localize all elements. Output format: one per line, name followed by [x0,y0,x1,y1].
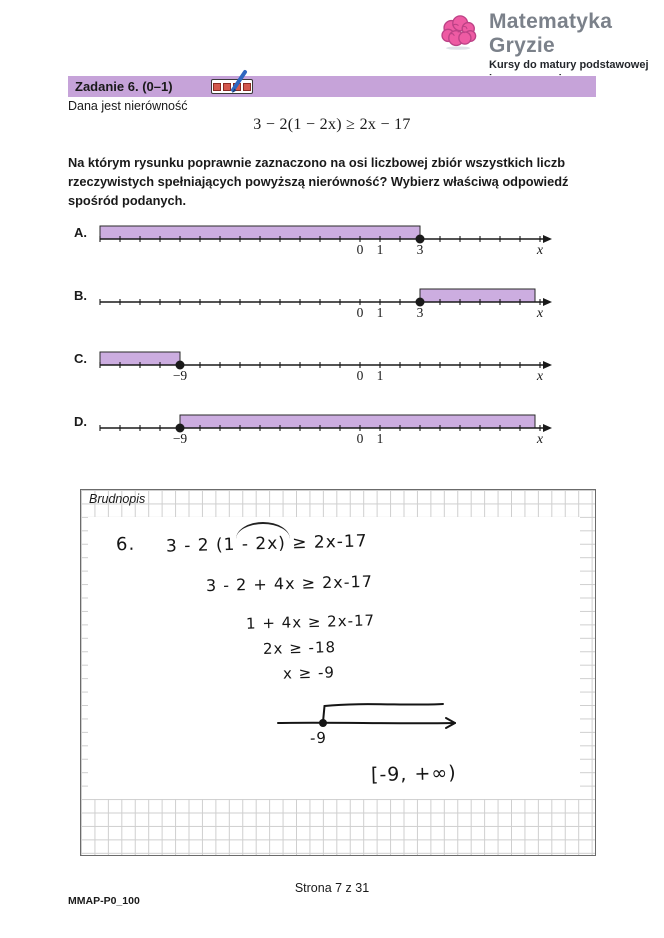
number-line-figure [95,411,565,451]
task-header-banner [68,76,596,97]
tick-label: 1 [376,242,384,257]
option-letter: D. [74,414,87,429]
option-letter: B. [74,288,87,303]
number-line-figure [95,285,565,325]
tick-label: 0 [356,305,364,320]
exam-sheet-code: MMAP-P0_100 [68,895,140,907]
axis-label: x [536,432,544,447]
tick-label: −9 [172,431,188,446]
brand-title: Matematyka Gryzie [489,10,613,57]
axis-label: x [536,243,544,258]
answer-option-row [68,285,565,325]
brand-logo [438,10,664,86]
hw-working-line: 3 - 2 (1 - 2x) ≥ 2x-17 [165,531,368,557]
pen-icon [228,68,250,94]
number-line-figure [95,348,565,388]
hw-number-line-sketch [273,685,483,748]
task-title: Zadanie 6. (0–1) [75,79,173,94]
option-letter: A. [74,225,87,240]
tick-label: 1 [376,368,384,383]
axis-label: x [536,369,544,384]
hw-point-label: -9 [309,728,328,748]
hw-working-line: 2x ≥ -18 [262,638,337,658]
inequality-formula: 3 − 2(1 − 2x) ≥ 2x − 17 [253,116,411,133]
tick-label: 1 [376,431,384,446]
tick-label: 1 [376,305,384,320]
hw-working-line: 3 - 2 + 4x ≥ 2x-17 [205,571,374,596]
tick-label: 0 [356,431,364,446]
question-text: Na którym rysunku poprawnie zaznaczono na osi liczbowej zbiór wszystkich liczb rzeczywistych spełniających powyższą nierówność? Wybierz właściwą odpowiedź spośród podanych. [68,155,569,208]
tick-label: 3 [416,305,424,320]
brand-subtitle-line1: Kursy do matury podstawowej [489,59,649,71]
hw-working-line: x ≥ -9 [282,663,336,683]
tick-label: −9 [172,368,188,383]
scratchpad-label: Brudnopis [89,492,146,506]
page-number: Strona 7 z 31 [294,881,370,895]
answer-options [68,222,565,474]
hw-interval-notation: [-9, +∞) [370,761,457,787]
hw-item-number: 6. [115,533,136,556]
tick-label: 0 [356,242,364,257]
handwriting-area [88,517,580,799]
axis-label: x [536,306,544,321]
option-letter: C. [74,351,87,366]
scratchpad-box [80,489,596,856]
answer-option-row [68,348,565,388]
tick-label: 0 [356,368,364,383]
task-intro: Dana jest nierówność [68,99,188,113]
hw-working-line: 1 + 4x ≥ 2x-17 [245,611,376,633]
answer-option-row [68,222,565,262]
answer-option-row [68,411,565,451]
number-line-figure [95,222,565,262]
brain-icon [438,10,481,54]
tick-label: 3 [416,242,424,257]
